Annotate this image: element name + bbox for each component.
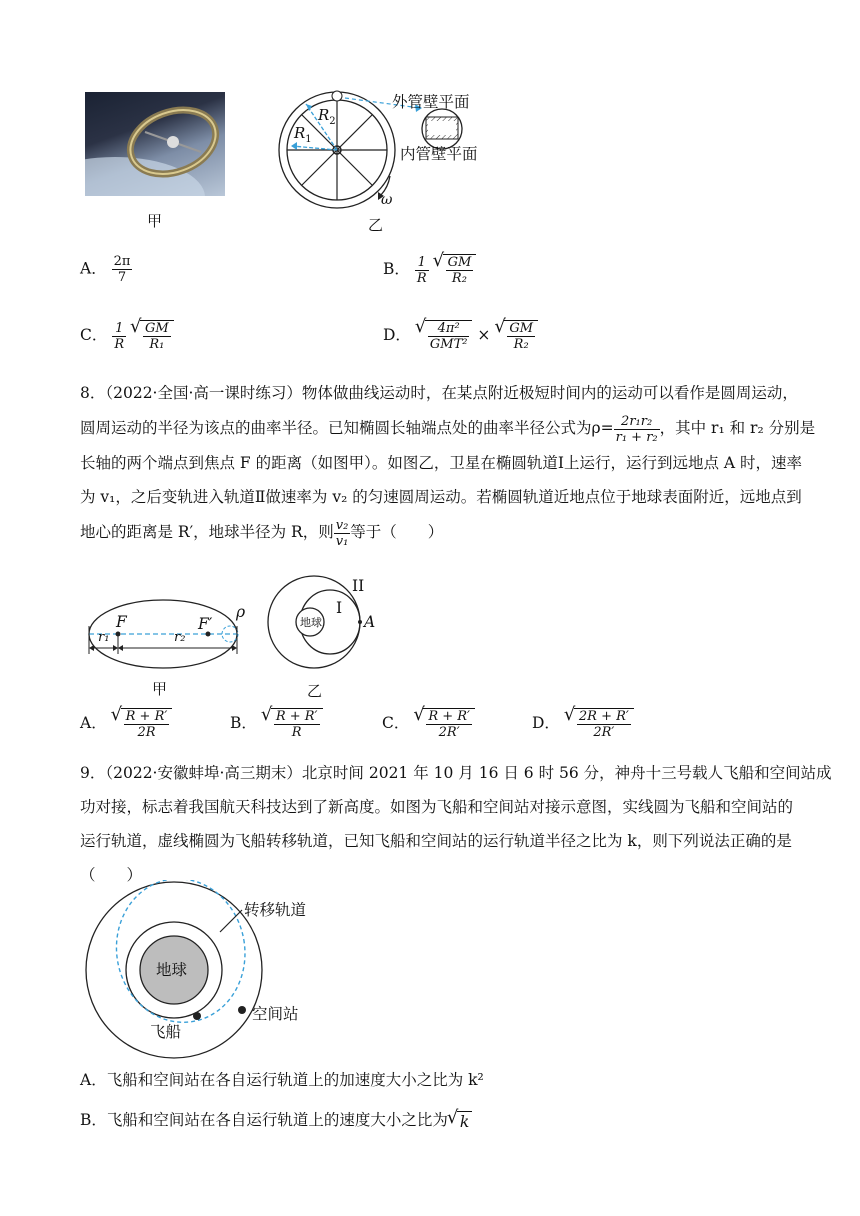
space-station-illustration <box>85 92 225 196</box>
focus-f2-label: F′ <box>198 615 213 633</box>
q9-line-4: （ ） <box>80 866 143 884</box>
inner-wall-label: 内管壁平面 <box>400 145 478 163</box>
outer-wall-label: 外管壁平面 <box>392 93 470 111</box>
q8-line-1: 8．（2022·全国·高一课时练习）物体做曲线运动时，在某点附近极短时间内的运动可以看作是圆周运动， <box>80 384 798 402</box>
orbit-i-label: I <box>336 599 343 617</box>
q9-line-1: 9．（2022·安徽蚌埠·高三期末）北京时间 2021 年 10 月 16 日 6 时 56 分，神舟十三号载人飞船和空间站成 <box>80 764 832 782</box>
orbit-ii-label: II <box>352 577 365 595</box>
q9-option-a[interactable]: A．飞船和空间站在各自运行轨道上的加速度大小之比为 k² <box>80 1071 484 1089</box>
q7-option-b[interactable]: B． $\frac{1}{R}$ √ $\frac{GM}{\text{R₂}}$ <box>383 254 476 286</box>
rho-label: ρ <box>236 603 246 621</box>
q8-line-5: 地心的距离是 R′，地球半径为 R，则 $\frac{\text{v₂}}{\text{v₁}}$ 等于（ ） <box>80 517 444 549</box>
q9-line-2: 功对接，标志着我国航天科技达到了新高度。如图为飞船和空间站对接示意图，实线圆为飞船和空间站的 <box>80 798 794 816</box>
q7-option-c[interactable]: C． $\frac{1}{R}$ √ $\frac{GM}{\text{R₁}}$ <box>80 320 174 352</box>
point-a-label: A <box>364 613 376 631</box>
ship-label: 飞船 <box>150 1023 182 1041</box>
station-label: 空间站 <box>252 1005 299 1023</box>
q8-line-3: 长轴的两个端点到焦点 F 的距离（如图甲）。如图乙，卫星在椭圆轨道Ⅰ上运行，运行到远地点 A 时，速率 <box>80 454 803 472</box>
q8-option-a[interactable]: A． √ $\frac{R + R'}{2R}$ <box>80 708 172 740</box>
focus-f-label: F <box>116 613 127 631</box>
q7-option-a[interactable]: A． $\frac{2\pi}{7}$ <box>80 254 131 285</box>
omega-label: ω <box>381 192 393 208</box>
q8-stem <box>80 376 816 550</box>
earth-label-q9: 地球 <box>156 961 188 979</box>
radius-r1-label: $R_1$ <box>294 124 312 145</box>
q8-line-2: 圆周运动的半径为该点的曲率半径。已知椭圆长轴端点处的曲率半径公式为ρ= $\frac{\text{2r₁r₂}}{\text{r₁ + r₂}}$ ，其中 r₁ 和 r₂ 分别是 <box>80 413 816 445</box>
q8-fig-jia-caption: 甲 <box>152 680 168 698</box>
earth-label-q8: 地球 <box>300 616 322 629</box>
q9-line-3: 运行轨道，虚线椭圆为飞船转移轨道，已知飞船和空间站的运行轨道半径之比为 k，则下列说法正确的是 <box>80 832 792 850</box>
q8-option-d[interactable]: D． √ $\frac{2R + R'}{2R'}$ <box>532 708 634 740</box>
q9-option-b[interactable]: B．飞船和空间站在各自运行轨道上的速度大小之比为√ k <box>80 1110 472 1132</box>
q9-stem <box>80 756 832 892</box>
q7-fig-yi-caption: 乙 <box>368 216 384 234</box>
transfer-orbit-label: 转移轨道 <box>244 901 307 919</box>
r1-label: r₁ <box>98 630 110 645</box>
r2-label: r₂ <box>174 630 186 645</box>
space-station-photo <box>85 92 225 196</box>
radius-r2-label: $R_2$ <box>318 106 336 127</box>
q8-fig-yi-caption: 乙 <box>307 682 323 700</box>
q8-option-c[interactable]: C． √ $\frac{R + R'}{2R'}$ <box>382 708 475 740</box>
q7-fig-jia-caption: 甲 <box>147 212 163 230</box>
q8-option-b[interactable]: B． √ $\frac{R + R'}{R}$ <box>230 708 323 740</box>
q7-option-d[interactable]: D． √ $\frac{\text{4π²}}{\text{GMT²}}$ × √ $\frac{GM}{\text{R₂}}$ <box>383 320 538 352</box>
q8-line-4: 为 v₁，之后变轨进入轨道Ⅱ做速率为 v₂ 的匀速圆周运动。若椭圆轨道近地点位于地球表面附近，远地点到 <box>80 488 802 506</box>
